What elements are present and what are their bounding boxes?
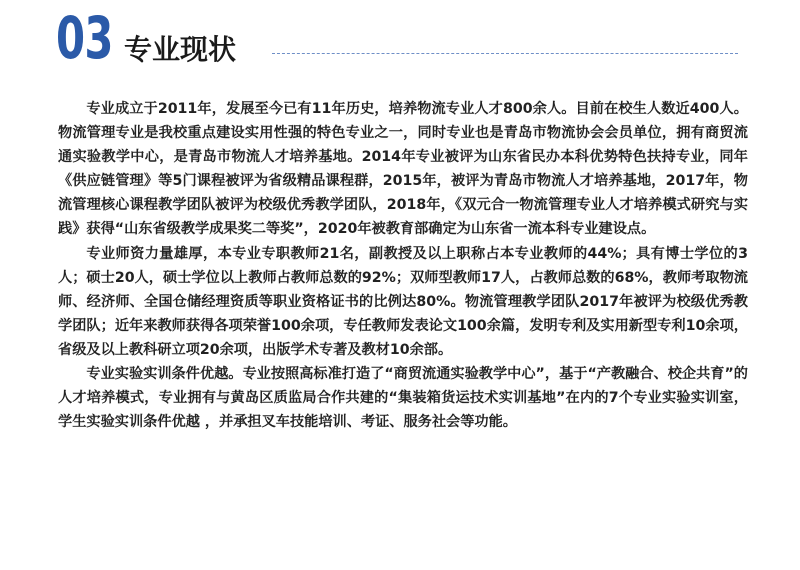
paragraph-faculty: 专业师资力量雄厚，本专业专职教师21名，副教授及以上职称占本专业教师的44%；具有博士学位的3人；硕士20人，硕士学位以上教师占教师总数的92%；双师型教师17人，占教师总数的68%，教师考取物流师、经济师、全国仓储经理资质等职业资格证书的比例达80%。物流管理教学团队2017年被评为校级优秀教学团队；近年来教师获得各项荣誉100余项，专任教师发表论文100余篇，发明专利及实用新型专利10余项，省级及以上教科研立项20余项，出版学术专著及教材10余部。	[58, 245, 748, 358]
body-text	[58, 97, 748, 434]
section-header	[0, 0, 800, 80]
dashed-divider	[272, 53, 738, 54]
section-title: 专业现状	[124, 33, 237, 66]
paragraph-facilities: 专业实验实训条件优越。专业按照高标准打造了“商贸流通实验教学中心”，基于“产教融合、校企共育”的人才培养模式，专业拥有与黄岛区质监局合作共建的“集装箱货运技术实训基地”在内的7个专业实验实训室，学生实验实训条件优越 ，并承担叉车技能培训、考证、服务社会等功能。	[58, 366, 748, 431]
section-number: 03	[56, 4, 113, 72]
paragraph-history: 专业成立于2011年，发展至今已有11年历史，培养物流专业人才800余人。目前在校生人数近400人。物流管理专业是我校重点建设实用性强的特色专业之一，同时专业也是青岛市物流协会会员单位，拥有商贸流通实验教学中心，是青岛市物流人才培养基地。2014年专业被评为山东省民办本科优势特色扶持专业，同年《供应链管理》等5门课程被评为省级精品课程群，2015年，被评为青岛市物流人才培养基地，2017年，物流管理核心课程教学团队被评为校级优秀教学团队，2018年，《双元合一物流管理专业人才培养模式研究与实践》获得“山东省级教学成果奖二等奖”，2020年被教育部确定为山东省一流本科专业建设点。	[58, 101, 748, 238]
